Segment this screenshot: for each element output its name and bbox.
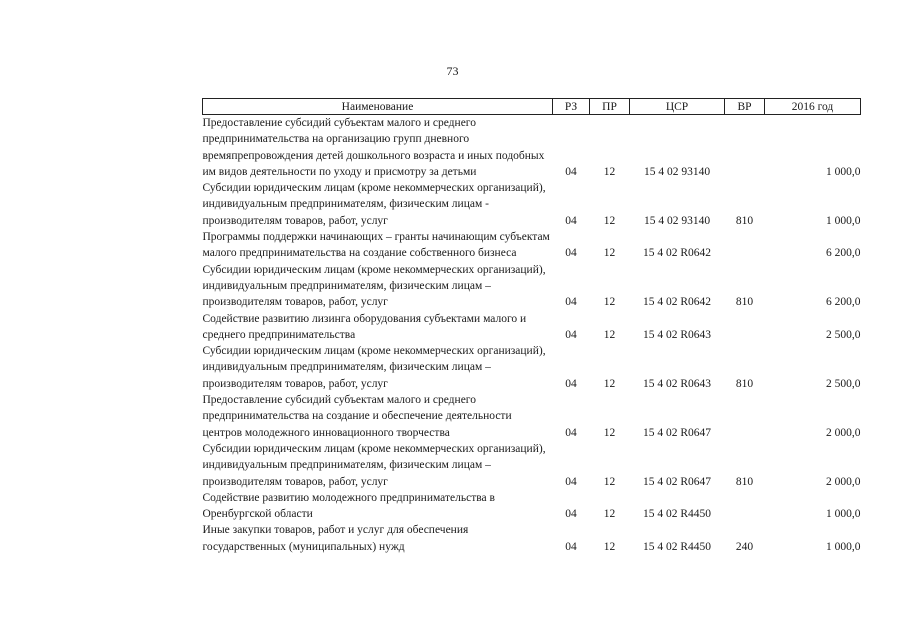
header-row xyxy=(203,99,861,115)
row-name: Содействие развитию лизинга оборудования субъектами малого и среднего предпринимательства xyxy=(202,312,527,341)
row-csr: 15 4 02 R0642 xyxy=(642,247,712,260)
row-vr: 810 xyxy=(735,214,754,227)
table-row xyxy=(203,229,861,262)
header-rz: РЗ xyxy=(553,99,590,115)
row-name: Содействие развитию молодежного предпринимательства в Оренбургской области xyxy=(202,491,495,521)
row-rz: 04 xyxy=(565,540,577,553)
table-row xyxy=(203,392,861,441)
row-amount: 6 200,0 xyxy=(826,296,861,309)
row-name: Субсидии юридическим лицам (кроме некоммерческих организаций), индивидуальным предпринимателям, физическим лицам – производителям товаров, работ, услуг xyxy=(202,263,546,309)
row-rz: 04 xyxy=(565,475,577,488)
row-csr: 15 4 02 R0643 xyxy=(642,377,712,390)
header-vr: ВР xyxy=(725,99,765,115)
row-vr xyxy=(725,311,765,344)
row-amount: 1 000,0 xyxy=(826,508,861,521)
budget-table xyxy=(202,98,861,555)
row-name: Программы поддержки начинающих – гранты начинающим субъектам малого предпринимательства на создание собственного бизнеса xyxy=(202,231,550,260)
page-number: 73 xyxy=(446,64,459,78)
row-name: Предоставление субсидий субъектам малого и среднего предпринимательства на создание и обеспечение деятельности центров молодежного инновационного творчества xyxy=(202,394,512,439)
table-body xyxy=(203,115,861,556)
row-vr: 810 xyxy=(735,296,754,309)
row-vr xyxy=(725,490,765,523)
row-amount: 2 000,0 xyxy=(826,426,861,439)
row-csr: 15 4 02 R0647 xyxy=(642,426,712,439)
row-pr: 12 xyxy=(603,247,616,260)
row-rz: 04 xyxy=(565,377,577,390)
row-vr xyxy=(725,229,765,262)
row-csr: 15 4 02 93140 xyxy=(643,214,711,227)
row-csr: 15 4 02 R0642 xyxy=(642,296,712,309)
row-pr: 12 xyxy=(603,377,616,390)
row-amount: 1 000,0 xyxy=(826,214,861,227)
row-rz: 04 xyxy=(565,296,577,309)
row-vr xyxy=(725,115,765,181)
row-rz: 04 xyxy=(565,508,577,521)
row-vr xyxy=(725,392,765,441)
row-csr: 15 4 02 93140 xyxy=(643,165,711,178)
header-year: 2016 год xyxy=(765,99,861,115)
header-name: Наименование xyxy=(203,99,553,115)
table-row xyxy=(203,115,861,181)
table-row xyxy=(203,311,861,344)
table-row xyxy=(203,343,861,392)
row-rz: 04 xyxy=(565,247,577,260)
row-pr: 12 xyxy=(603,475,616,488)
row-pr: 12 xyxy=(603,165,616,178)
row-amount: 6 200,0 xyxy=(826,247,861,260)
row-pr: 12 xyxy=(603,296,616,309)
row-rz: 04 xyxy=(565,328,577,341)
row-rz: 04 xyxy=(565,426,577,439)
row-vr: 810 xyxy=(735,377,754,390)
row-pr: 12 xyxy=(603,214,616,227)
row-amount: 1 000,0 xyxy=(826,540,861,553)
row-pr: 12 xyxy=(603,508,616,521)
row-csr: 15 4 02 R0647 xyxy=(642,475,712,488)
row-amount: 2 500,0 xyxy=(826,377,861,390)
row-csr: 15 4 02 R4450 xyxy=(642,540,712,553)
row-rz: 04 xyxy=(565,165,577,178)
row-csr: 15 4 02 R4450 xyxy=(642,508,712,521)
row-amount: 2 500,0 xyxy=(826,328,861,341)
table-row xyxy=(203,441,861,490)
table-row xyxy=(203,522,861,555)
row-pr: 12 xyxy=(603,426,616,439)
row-pr: 12 xyxy=(603,540,616,553)
row-vr: 240 xyxy=(735,540,754,553)
table-header xyxy=(203,99,861,115)
table-row xyxy=(203,262,861,311)
table-row xyxy=(203,180,861,229)
row-rz: 04 xyxy=(565,214,577,227)
header-csr: ЦСР xyxy=(630,99,725,115)
row-pr: 12 xyxy=(603,328,616,341)
header-pr: ПР xyxy=(590,99,630,115)
row-name: Предоставление субсидий субъектам малого и среднего предпринимательства на организацию групп дневного времяпрепровождения детей дошкольного возраста и иных подобных им видов деятельности по уходу и присмотру за детьми xyxy=(202,117,545,178)
row-name: Субсидии юридическим лицам (кроме некоммерческих организаций), индивидуальным предпринимателям, физическим лицам - производителям товаров, работ, услуг xyxy=(202,182,546,227)
row-vr: 810 xyxy=(735,475,754,488)
row-csr: 15 4 02 R0643 xyxy=(642,328,712,341)
table-row xyxy=(203,490,861,523)
row-name: Субсидии юридическим лицам (кроме некоммерческих организаций), индивидуальным предпринимателям, физическим лицам – производителям товаров, работ, услуг xyxy=(202,442,546,488)
row-name: Субсидии юридическим лицам (кроме некоммерческих организаций), индивидуальным предпринимателям, физическим лицам – производителям товаров, работ, услуг xyxy=(202,345,546,390)
row-amount: 2 000,0 xyxy=(826,475,861,488)
row-amount: 1 000,0 xyxy=(826,165,861,178)
row-name: Иные закупки товаров, работ и услуг для обеспечения государственных (муниципальных) нужд xyxy=(202,524,469,553)
